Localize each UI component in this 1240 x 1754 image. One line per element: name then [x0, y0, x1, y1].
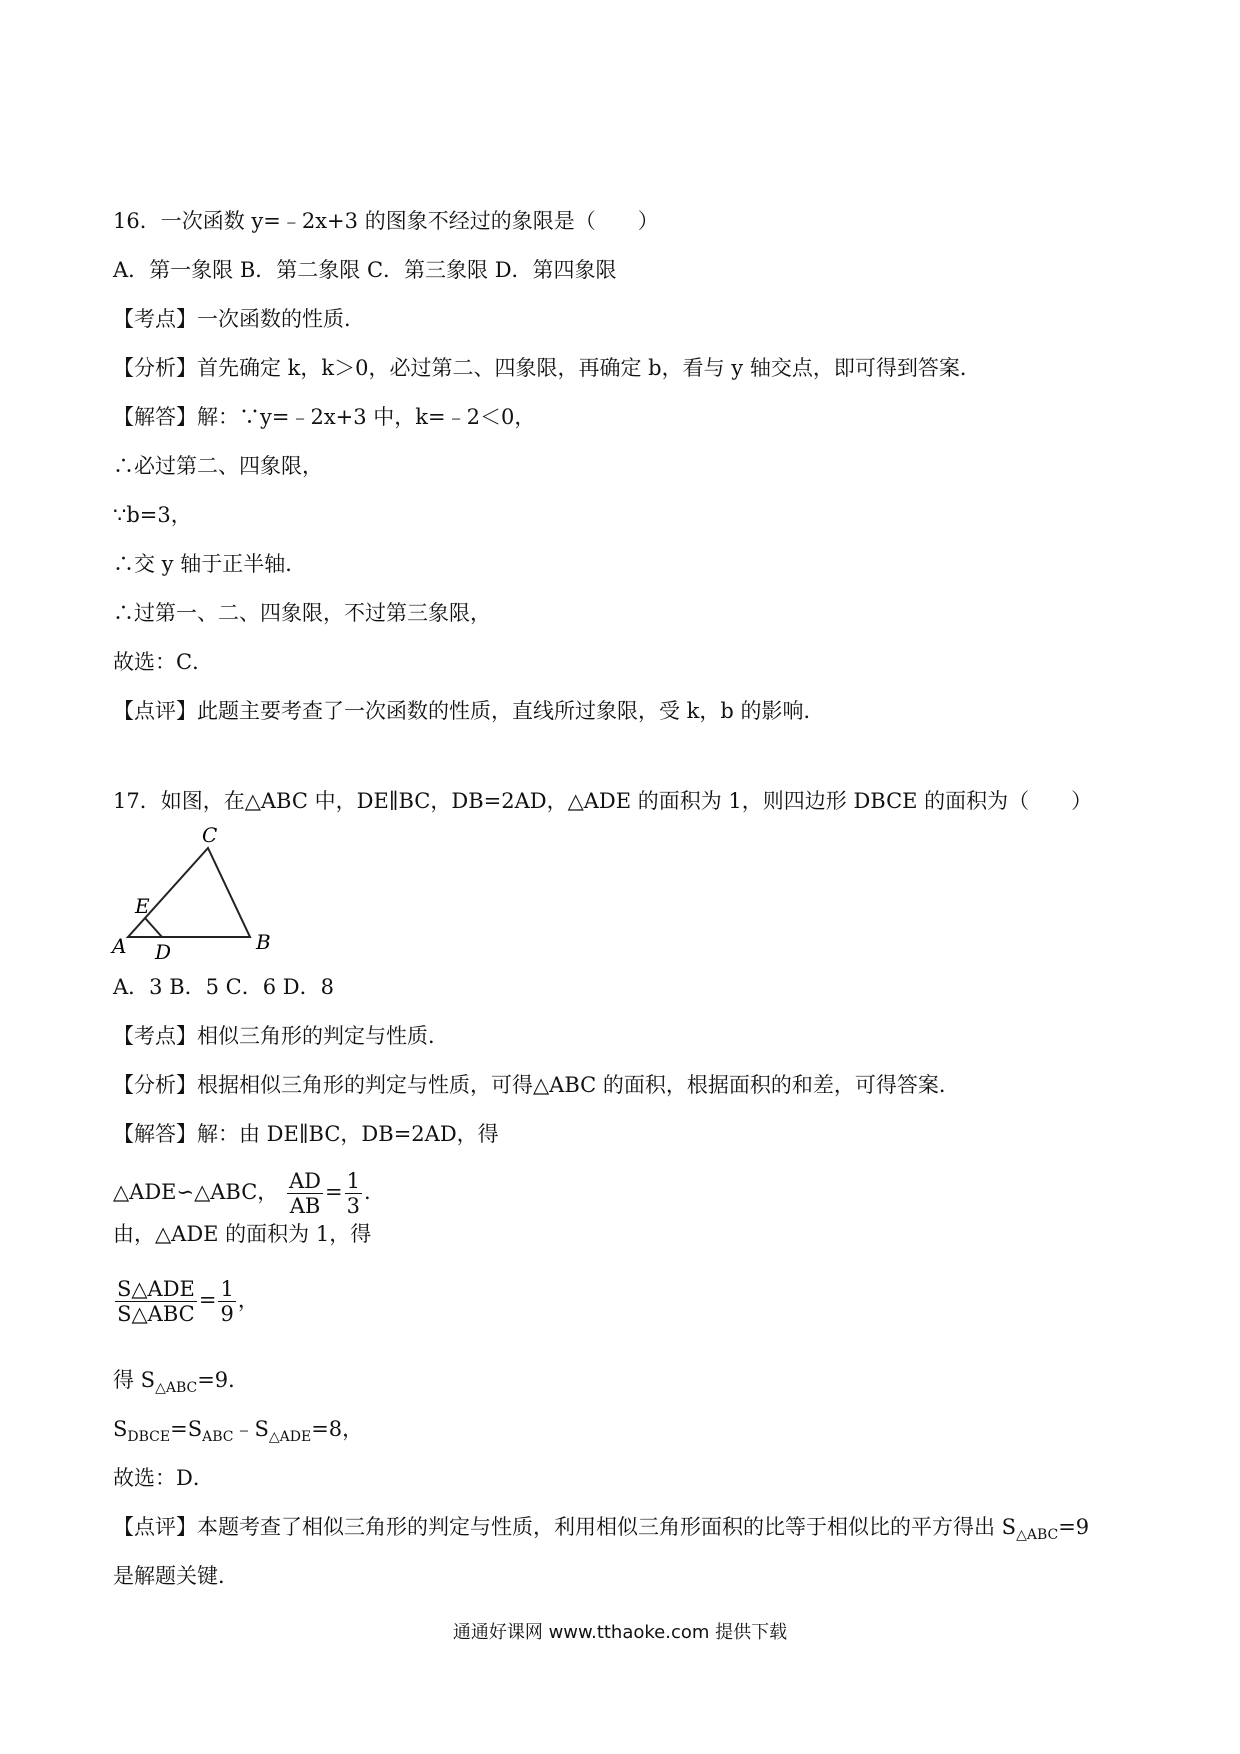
text: 得 S: [113, 1368, 156, 1392]
fraction-denominator: AB: [289, 1194, 321, 1218]
subscript: DBCE: [127, 1429, 171, 1446]
q16-stem: 16．一次函数 y=﹣2x+3 的图象不经过的象限是（ ）: [113, 209, 659, 233]
fraction-one-ninth: [218, 1277, 235, 1326]
q17-jieda: 【解答】解：由 DE∥BC，DB=2AD，得: [113, 1122, 499, 1146]
q17-answer: 故选：D．: [113, 1466, 214, 1490]
comma: ，: [237, 1288, 259, 1312]
q17-similarity-line: [113, 1165, 371, 1219]
label-b: B: [256, 930, 271, 954]
equals-sign: =: [325, 1180, 343, 1204]
fraction-numerator: 1: [220, 1277, 234, 1301]
subscript: △ADE: [268, 1429, 312, 1446]
q16-jieda: 【解答】解：∵y=﹣2x+3 中，k=﹣2＜0，: [113, 405, 536, 429]
text: 【点评】本题考查了相似三角形的判定与性质，利用相似三角形面积的比等于相似比的平方得出 S: [113, 1515, 1017, 1539]
q17-area-ratio-line: [113, 1273, 259, 1327]
equals-sign: =: [198, 1288, 217, 1312]
fraction-ad-ab: [287, 1169, 323, 1218]
q17-dianping-line2: 是解题关键．: [113, 1564, 239, 1588]
fraction-denominator: 3: [346, 1194, 360, 1218]
subscript: ABC: [202, 1429, 234, 1446]
triangle-figure: [110, 826, 280, 966]
q16-options: A．第一象限 B．第二象限 C．第三象限 D．第四象限: [113, 258, 617, 282]
fraction-area-ratio: [115, 1277, 197, 1326]
q16-step1: ∴必过第二、四象限，: [113, 454, 323, 478]
q17-fenxi: 【分析】根据相似三角形的判定与性质，可得△ABC 的面积，根据面积的和差，可得答案．: [113, 1073, 960, 1097]
fraction-one-third: [345, 1169, 362, 1218]
label-c: C: [202, 826, 218, 847]
q17-s-dbce: [113, 1414, 363, 1452]
fraction-numerator: 1: [346, 1169, 360, 1193]
q16-fenxi: 【分析】首先确定 k，k＞0，必过第二、四象限，再确定 b，看与 y 轴交点，即可得到答案．: [113, 356, 981, 380]
text: =8，: [311, 1417, 364, 1441]
q17-kaodian: 【考点】相似三角形的判定与性质．: [113, 1024, 449, 1048]
triangle-abc: [128, 848, 250, 937]
fraction-numerator: S△ADE: [117, 1277, 195, 1301]
text: =9: [1058, 1515, 1090, 1539]
segment-de: [145, 918, 162, 937]
q17-dianping: [113, 1512, 1089, 1550]
period: .: [363, 1180, 371, 1204]
subscript: △ABC: [1016, 1527, 1059, 1544]
fraction-denominator: 9: [220, 1302, 234, 1326]
subscript: △ABC: [155, 1380, 198, 1397]
fraction-numerator: AD: [288, 1169, 321, 1193]
q16-step4: ∴过第一、二、四象限，不过第三象限，: [113, 601, 491, 625]
q16-answer: 故选：C．: [113, 650, 214, 674]
q16-dianping: 【点评】此题主要考查了一次函数的性质，直线所过象限，受 k，b 的影响．: [113, 699, 825, 723]
q17-stem: 17．如图，在△ABC 中，DE∥BC，DB=2AD，△ADE 的面积为 1，则四边形 DBCE 的面积为（ ）: [113, 789, 1093, 813]
label-a: A: [112, 934, 127, 958]
q17-s-abc: [113, 1365, 249, 1403]
text: =S: [170, 1417, 203, 1441]
fraction-denominator: S△ABC: [117, 1302, 195, 1326]
text: ﹣S: [233, 1417, 269, 1441]
label-e: E: [135, 894, 150, 918]
label-d: D: [155, 940, 172, 964]
q16-kaodian: 【考点】一次函数的性质．: [113, 307, 365, 331]
q17-step-area: 由，△ADE 的面积为 1，得: [113, 1222, 372, 1246]
q16-step2: ∵b=3，: [113, 503, 192, 527]
q16-step3: ∴交 y 轴于正半轴．: [113, 552, 307, 576]
page-footer: 通通好课网 www.tthaoke.com 提供下载: [452, 1622, 788, 1643]
q17-options: A．3 B．5 C．6 D．8: [113, 975, 334, 999]
q17-sim-text: △ADE∽△ABC，: [113, 1180, 279, 1204]
text: S: [113, 1417, 128, 1441]
text: =9．: [197, 1368, 250, 1392]
